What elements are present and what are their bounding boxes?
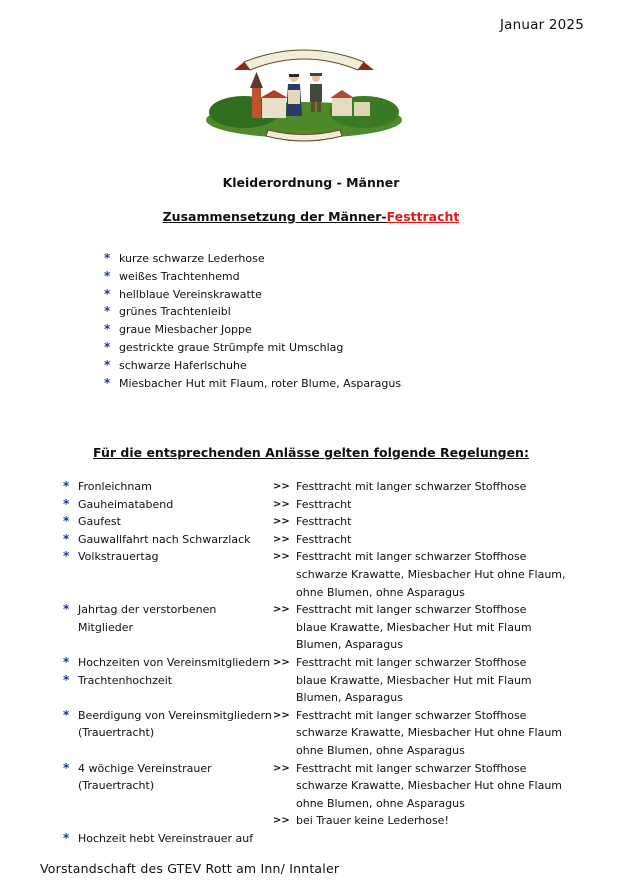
bullet-star-icon: * xyxy=(63,549,70,564)
bullet-star-icon: * xyxy=(104,268,111,283)
rule-dress: blaue Krawatte, Miesbacher Hut mit Flaum xyxy=(296,620,532,634)
rule-occasion: Gauwallfahrt nach Schwarzlack xyxy=(78,532,251,546)
rule-occasion-note: (Trauertracht) xyxy=(78,779,155,793)
rule-row xyxy=(63,478,603,496)
rule-occasion: Volkstrauertag xyxy=(78,550,159,564)
bullet-star-icon: * xyxy=(104,286,111,301)
bullet-star-icon: * xyxy=(104,322,111,337)
rule-dress: Festtracht mit langer schwarzer Stoffhose xyxy=(296,655,527,669)
rule-dress: Festtracht mit langer schwarzer Stoffhose xyxy=(296,708,527,722)
rule-dress: Blumen, Asparagus xyxy=(296,638,403,652)
rule-dress: Festtracht xyxy=(296,532,352,546)
list-item-label: graue Miesbacher Joppe xyxy=(119,323,252,337)
rule-row xyxy=(63,496,603,514)
rule-row xyxy=(63,830,603,848)
document-date: Januar 2025 xyxy=(499,17,584,33)
rule-dress: Festtracht mit langer schwarzer Stoffhose xyxy=(296,480,527,493)
section-heading-highlight: Festtracht xyxy=(386,209,460,224)
rule-occasion: Gauheimatabend xyxy=(78,497,174,511)
rule-dress: schwarze Krawatte, Miesbacher Hut ohne Flaum xyxy=(296,726,563,740)
rule-dress: bei Trauer keine Lederhose! xyxy=(296,814,449,828)
arrow-icon: >> xyxy=(273,498,290,510)
list-item-label: weißes Trachtenhemd xyxy=(119,269,240,283)
bullet-star-icon: * xyxy=(63,531,70,546)
bullet-star-icon: * xyxy=(63,672,70,687)
bullet-star-icon: * xyxy=(63,654,70,669)
rule-occasion: Hochzeiten von Vereinsmitgliedern xyxy=(78,655,271,669)
footer-signature: Vorstandschaft des GTEV Rott am Inn/ Inntaler xyxy=(40,861,340,876)
list-item-label: hellblaue Vereinskrawatte xyxy=(119,287,262,301)
arrow-icon: >> xyxy=(273,815,290,827)
section-heading-festtracht xyxy=(0,209,622,224)
rule-row xyxy=(63,531,603,549)
rule-dress: ohne Blumen, ohne Asparagus xyxy=(296,743,465,757)
list-item-label: Miesbacher Hut mit Flaum, roter Blume, Asparagus xyxy=(119,376,402,390)
list-item xyxy=(104,321,401,339)
list-item-label: kurze schwarze Lederhose xyxy=(119,252,265,265)
list-item xyxy=(104,339,401,357)
rule-row xyxy=(63,548,603,601)
rule-occasion: Beerdigung von Vereinsmitgliedern xyxy=(78,708,272,722)
bullet-star-icon: * xyxy=(63,830,70,845)
bullet-star-icon: * xyxy=(63,760,70,775)
rule-row xyxy=(63,707,603,760)
list-item-label: schwarze Haferlschuhe xyxy=(119,358,247,372)
arrow-icon: >> xyxy=(273,604,290,616)
rule-occasion: Hochzeit hebt Vereinstrauer auf xyxy=(78,831,254,845)
bullet-star-icon: * xyxy=(63,707,70,722)
bullet-star-icon: * xyxy=(104,357,111,372)
document-title: Kleiderordnung - Männer xyxy=(222,175,400,190)
list-item xyxy=(104,250,401,268)
bullet-star-icon: * xyxy=(63,514,70,529)
bullet-star-icon: * xyxy=(63,496,70,511)
rule-dress: Festtracht xyxy=(296,515,352,529)
rule-occasion-note: (Trauertracht) xyxy=(78,726,155,740)
rule-dress: blaue Krawatte, Miesbacher Hut mit Flaum xyxy=(296,673,532,687)
rule-dress: Festtracht mit langer schwarzer Stoffhose xyxy=(296,761,527,775)
arrow-icon: >> xyxy=(273,656,290,668)
rule-dress: Blumen, Asparagus xyxy=(296,691,403,705)
rule-occasion: Trachtenhochzeit xyxy=(78,673,173,687)
list-item xyxy=(104,268,401,286)
bullet-star-icon: * xyxy=(104,375,111,390)
list-item-label: gestrickte graue Strümpfe mit Umschlag xyxy=(119,340,344,354)
rule-row xyxy=(63,513,603,531)
arrow-icon: >> xyxy=(273,551,290,563)
rule-dress: Festtracht xyxy=(296,497,352,511)
occasion-rules xyxy=(63,478,603,847)
bullet-star-icon: * xyxy=(104,251,111,265)
rule-dress: ohne Blumen, ohne Asparagus xyxy=(296,796,465,810)
bullet-star-icon: * xyxy=(104,339,111,354)
bullet-star-icon: * xyxy=(63,602,70,617)
rule-dress: schwarze Krawatte, Miesbacher Hut ohne Flaum, xyxy=(296,567,566,581)
section-heading-regelungen: Für die entsprechenden Anlässe gelten folgende Regelungen: xyxy=(93,445,529,460)
rule-occasion: Gaufest xyxy=(78,515,121,529)
garment-list xyxy=(104,250,401,392)
rule-row xyxy=(63,760,603,830)
rule-row xyxy=(63,601,603,654)
list-item xyxy=(104,303,401,321)
rule-row xyxy=(63,654,603,707)
list-item xyxy=(104,357,401,375)
section-heading-text: Zusammensetzung der Männer- xyxy=(162,209,387,224)
rule-dress: Festtracht mit langer schwarzer Stoffhose xyxy=(296,603,527,617)
rule-occasion: Fronleichnam xyxy=(78,480,152,493)
arrow-icon: >> xyxy=(273,709,290,721)
rule-dress: ohne Blumen, ohne Asparagus xyxy=(296,585,465,599)
rule-occasion: Jahrtag der verstorbenen Mitglieder xyxy=(78,603,217,634)
arrow-icon: >> xyxy=(273,516,290,528)
arrow-icon: >> xyxy=(273,762,290,774)
club-logo xyxy=(204,40,404,148)
list-item xyxy=(104,286,401,304)
arrow-icon: >> xyxy=(273,481,290,492)
bullet-star-icon: * xyxy=(63,479,70,493)
rule-dress: schwarze Krawatte, Miesbacher Hut ohne Flaum xyxy=(296,779,563,793)
bullet-star-icon: * xyxy=(104,304,111,319)
rule-occasion: 4 wöchige Vereinstrauer xyxy=(78,761,212,775)
list-item xyxy=(104,375,401,393)
rule-dress: Festtracht mit langer schwarzer Stoffhose xyxy=(296,550,527,564)
list-item-label: grünes Trachtenleibl xyxy=(119,305,231,319)
arrow-icon: >> xyxy=(273,533,290,545)
